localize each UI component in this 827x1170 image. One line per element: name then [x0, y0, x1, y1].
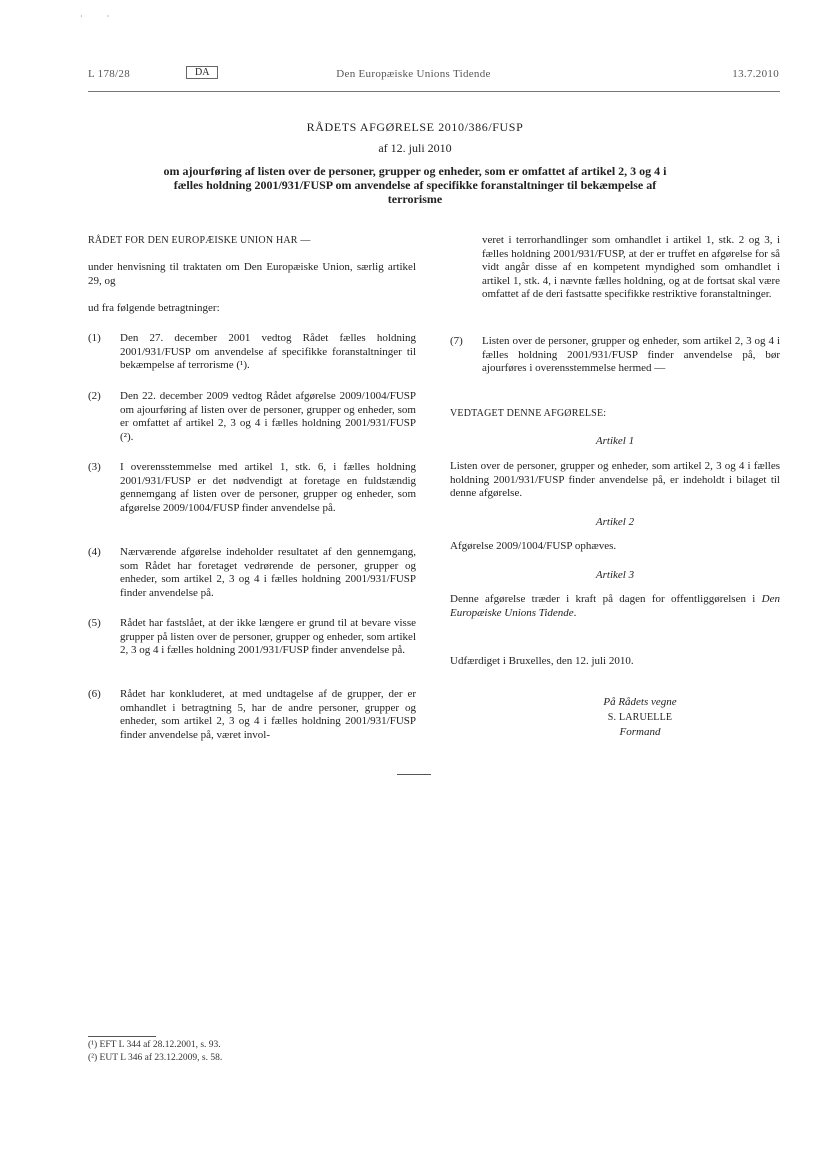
done-at: Udfærdiget i Bruxelles, den 12. juli 2010. — [450, 655, 634, 667]
recital-number: (4) — [88, 546, 101, 558]
recital-2 — [88, 390, 416, 444]
recital-1 — [88, 332, 416, 373]
recital-6 — [88, 688, 416, 742]
recital-4 — [88, 546, 416, 600]
article-3-text-prefix: Denne afgørelse træder i kraft på dagen for offentliggørelsen i — [450, 593, 762, 605]
footnote-divider — [88, 1036, 156, 1037]
article-1-text: Listen over de personer, grupper og enheder, som artikel 2, 3 og 4 i fælles holdning 2001/931/FUSP finder anvendelse på, er indeholdt i bilaget til denne afgørelse. — [450, 460, 780, 499]
recital-number: (6) — [88, 688, 101, 700]
signature-block — [560, 695, 720, 740]
article-2-text: Afgørelse 2009/1004/FUSP ophæves. — [450, 540, 617, 552]
recital-text: Rådet har konkluderet, at med undtagelse af de grupper, der er omhandlet i betragtning 5, har de andre personer, grupper og enheder, som artikel 2, 3 og 4 i fælles holdning 2001/931/FUSP finder anvendelse på, været invol- — [120, 688, 416, 741]
signature-name: S. LARUELLE — [607, 712, 673, 723]
recital-text: veret i terrorhandlinger som omhandlet i artikel 1, stk. 2 og 3, i fælles holdning 2001/931/FUSP, at der er truffet en afgørelse for så vidt angår disse af en kompetent myndighed som omhandlet i artikel 1, stk. 4, i nævnte fælles holdning, og at de fortsat skal være omfattet af de deri fastsatte specifikke restriktive foranstaltninger. — [482, 234, 780, 300]
preamble-council: RÅDET FOR DEN EUROPÆISKE UNION HAR — — [88, 235, 311, 246]
recital-7 — [450, 335, 780, 376]
signature-on-behalf: På Rådets vegne — [603, 696, 677, 708]
header-date: 13.7.2010 — [732, 68, 779, 80]
recital-3 — [88, 461, 416, 515]
recital-text: Den 27. december 2001 vedtog Rådet fælles holdning 2001/931/FUSP om anvendelse af specifikke foranstaltninger til bekæmpelse af terrorisme (¹). — [120, 332, 416, 371]
adopted-statement: VEDTAGET DENNE AFGØRELSE: — [450, 408, 607, 419]
recital-number: (1) — [88, 332, 101, 344]
article-2-heading: Artikel 2 — [595, 516, 635, 528]
article-1-heading: Artikel 1 — [595, 435, 635, 447]
recital-number: (5) — [88, 617, 101, 629]
recital-text: I overensstemmelse med artikel 1, stk. 6, i fælles holdning 2001/931/FUSP er det nødvendigt at foretage en fuldstændig gennemgang af listen over de personer, grupper og enheder, som afgørelse 2009/1004/FUSP finder anvendelse på. — [120, 461, 416, 514]
recital-text: Rådet har fastslået, at der ikke længere er grund til at bevare visse grupper på listen over de personer, grupper og enheder, som artikel 2, 3 og 4 i fælles holdning 2001/931/FUSP finder anvendelse på. — [120, 617, 416, 656]
preamble-considerations: ud fra følgende betragtninger: — [88, 302, 220, 314]
article-3-heading: Artikel 3 — [595, 569, 635, 581]
signature-role: Formand — [619, 726, 661, 738]
footnote-1: (¹) EFT L 344 af 28.12.2001, s. 93. — [88, 1040, 221, 1050]
footnote-2: (²) EUT L 346 af 23.12.2009, s. 58. — [88, 1053, 223, 1063]
recital-number: (3) — [88, 461, 101, 473]
header-language-box: DA — [186, 66, 218, 79]
header-page-ref: L 178/28 — [88, 68, 131, 80]
recital-text: Nærværende afgørelse indeholder resultatet af den gennemgang, som Rådet har foretaget vedrørende de personer, grupper og enheder, som artikel 2, 3 og 4 i fælles holdning 2001/931/FUSP finder anvendelse på. — [120, 546, 416, 599]
header-journal-title: Den Europæiske Unions Tidende — [336, 68, 491, 80]
document-subject: om ajourføring af listen over de personer, grupper og enheder, som er omfattet af artikel 2, 3 og 4 i fælles holdning 2001/931/FUSP om anvendelse af specifikke foranstaltninger til bekæmpelse af terrorisme — [163, 164, 667, 206]
recital-text: Listen over de personer, grupper og enheder, som artikel 2, 3 og 4 i fælles holdning 2001/931/FUSP finder anvendelse på, bør ajourføres i overensstemmelse hermed — — [482, 335, 780, 374]
recital-text: Den 22. december 2009 vedtog Rådet afgørelse 2009/1004/FUSP om ajourføring af listen over de personer, grupper og enheder, som er omfattet af artikel 2, 3 og 4 i fælles holdning 2001/931/FUSP (²). — [120, 390, 416, 443]
recital-5 — [88, 617, 416, 658]
recital-number: (2) — [88, 390, 101, 402]
article-3-journal-name: Den Europæiske Unions Tidende — [450, 593, 780, 619]
document-date: af 12. juli 2010 — [378, 141, 452, 155]
article-3-text — [450, 593, 780, 620]
document-title: RÅDETS AFGØRELSE 2010/386/FUSP — [306, 120, 524, 134]
recital-6-continued — [450, 234, 780, 302]
recital-number: (7) — [450, 335, 463, 347]
preamble-treaty: under henvisning til traktaten om Den Europæiske Union, særlig artikel 29, og — [88, 261, 416, 287]
header-divider — [88, 91, 780, 92]
scan-specks: · · — [80, 12, 110, 21]
end-divider — [397, 774, 431, 775]
article-3-text-suffix: . — [573, 606, 577, 619]
